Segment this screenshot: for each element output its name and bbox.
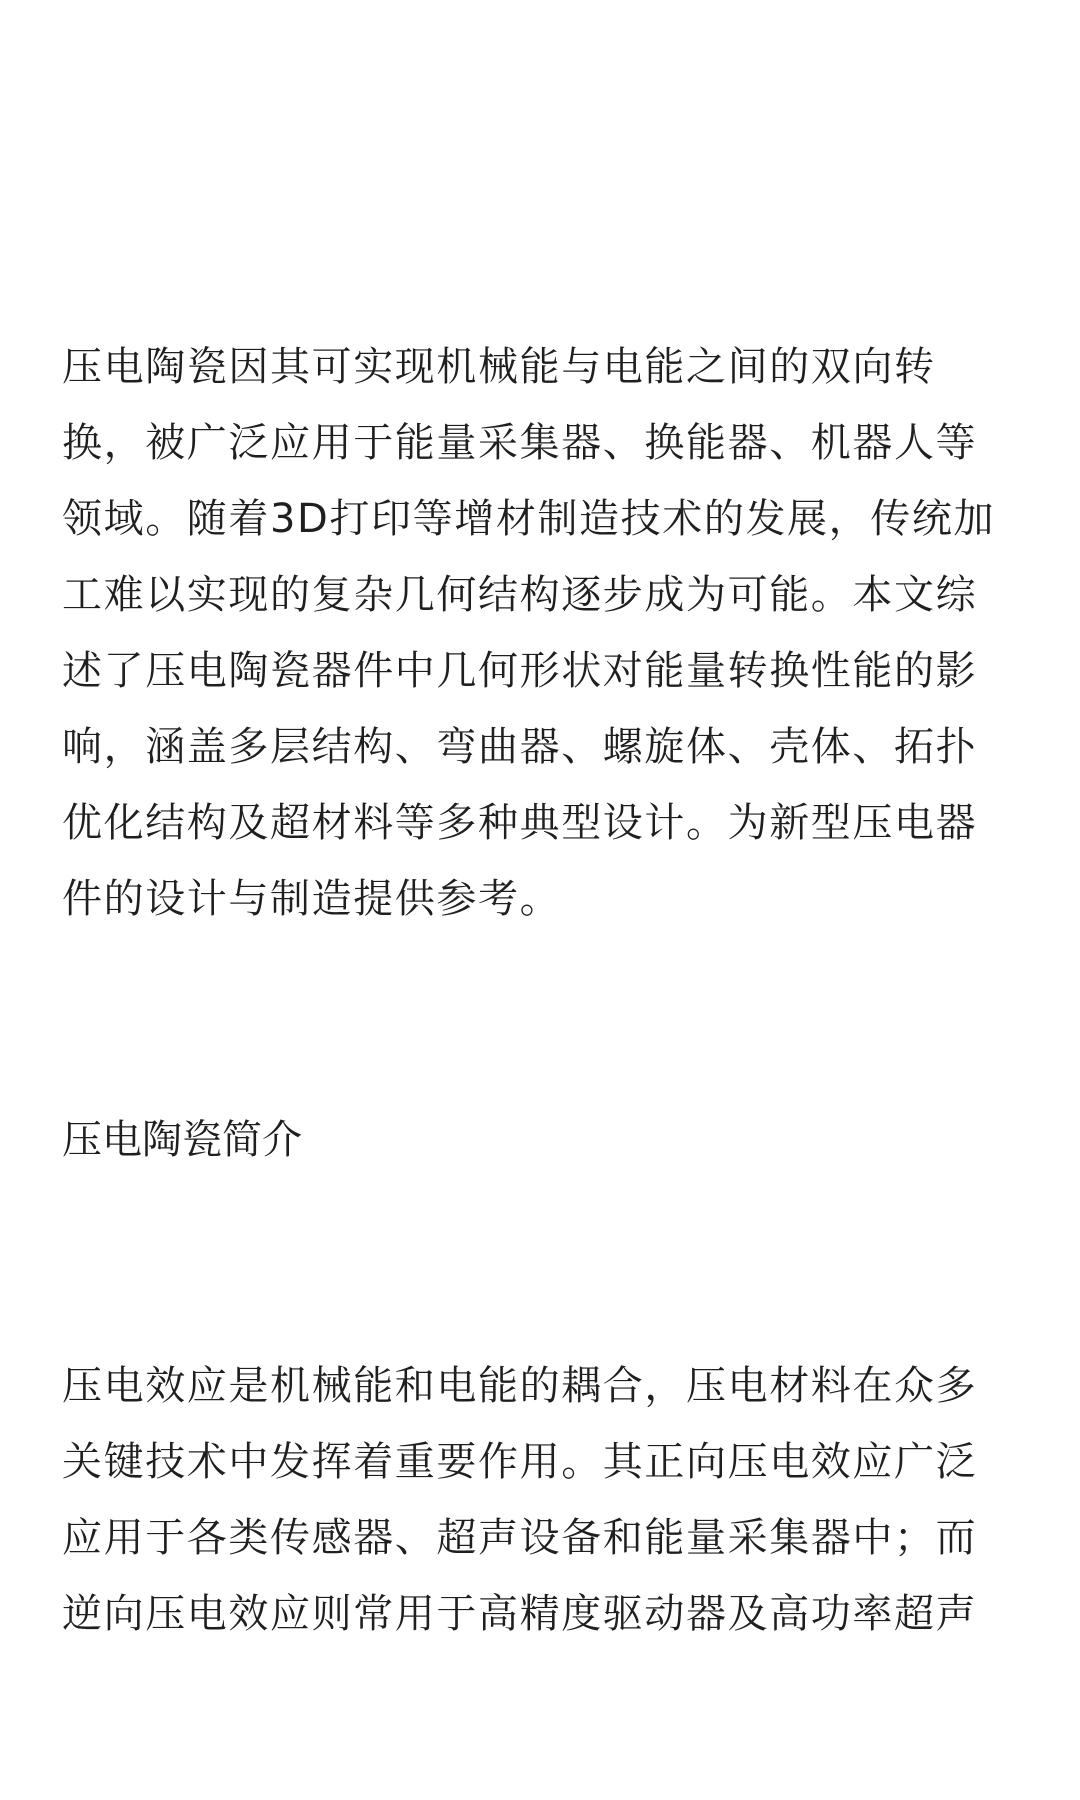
intro-line: 响，涵盖多层结构、弯曲器、螺旋体、壳体、拓扑 <box>62 724 978 770</box>
intro-line: 述了压电陶瓷器件中几何形状对能量转换性能的影 <box>62 648 978 694</box>
section-paragraph <box>62 1348 977 1652</box>
intro-paragraph <box>62 329 995 937</box>
section-line: 应用于各类传感器、超声设备和能量采集器中；而 <box>62 1515 978 1561</box>
section-line: 关键技术中发挥着重要作用。其正向压电效应广泛 <box>62 1439 978 1485</box>
intro-line: 优化结构及超材料等多种典型设计。为新型压电器 <box>62 800 978 846</box>
intro-line: 压电陶瓷因其可实现机械能与电能之间的双向转 <box>62 344 936 390</box>
intro-line: 领域。随着3D打印等增材制造技术的发展，传统加 <box>62 496 996 542</box>
intro-line: 换，被广泛应用于能量采集器、换能器、机器人等 <box>62 420 978 466</box>
intro-line: 工难以实现的复杂几何结构逐步成为可能。本文综 <box>62 572 978 618</box>
section-heading: 压电陶瓷简介 <box>62 1117 302 1163</box>
section-line: 逆向压电效应则常用于高精度驱动器及高功率超声 <box>62 1591 978 1637</box>
intro-line: 件的设计与制造提供参考。 <box>62 876 562 922</box>
section-line: 压电效应是机械能和电能的耦合，压电材料在众多 <box>62 1363 978 1409</box>
